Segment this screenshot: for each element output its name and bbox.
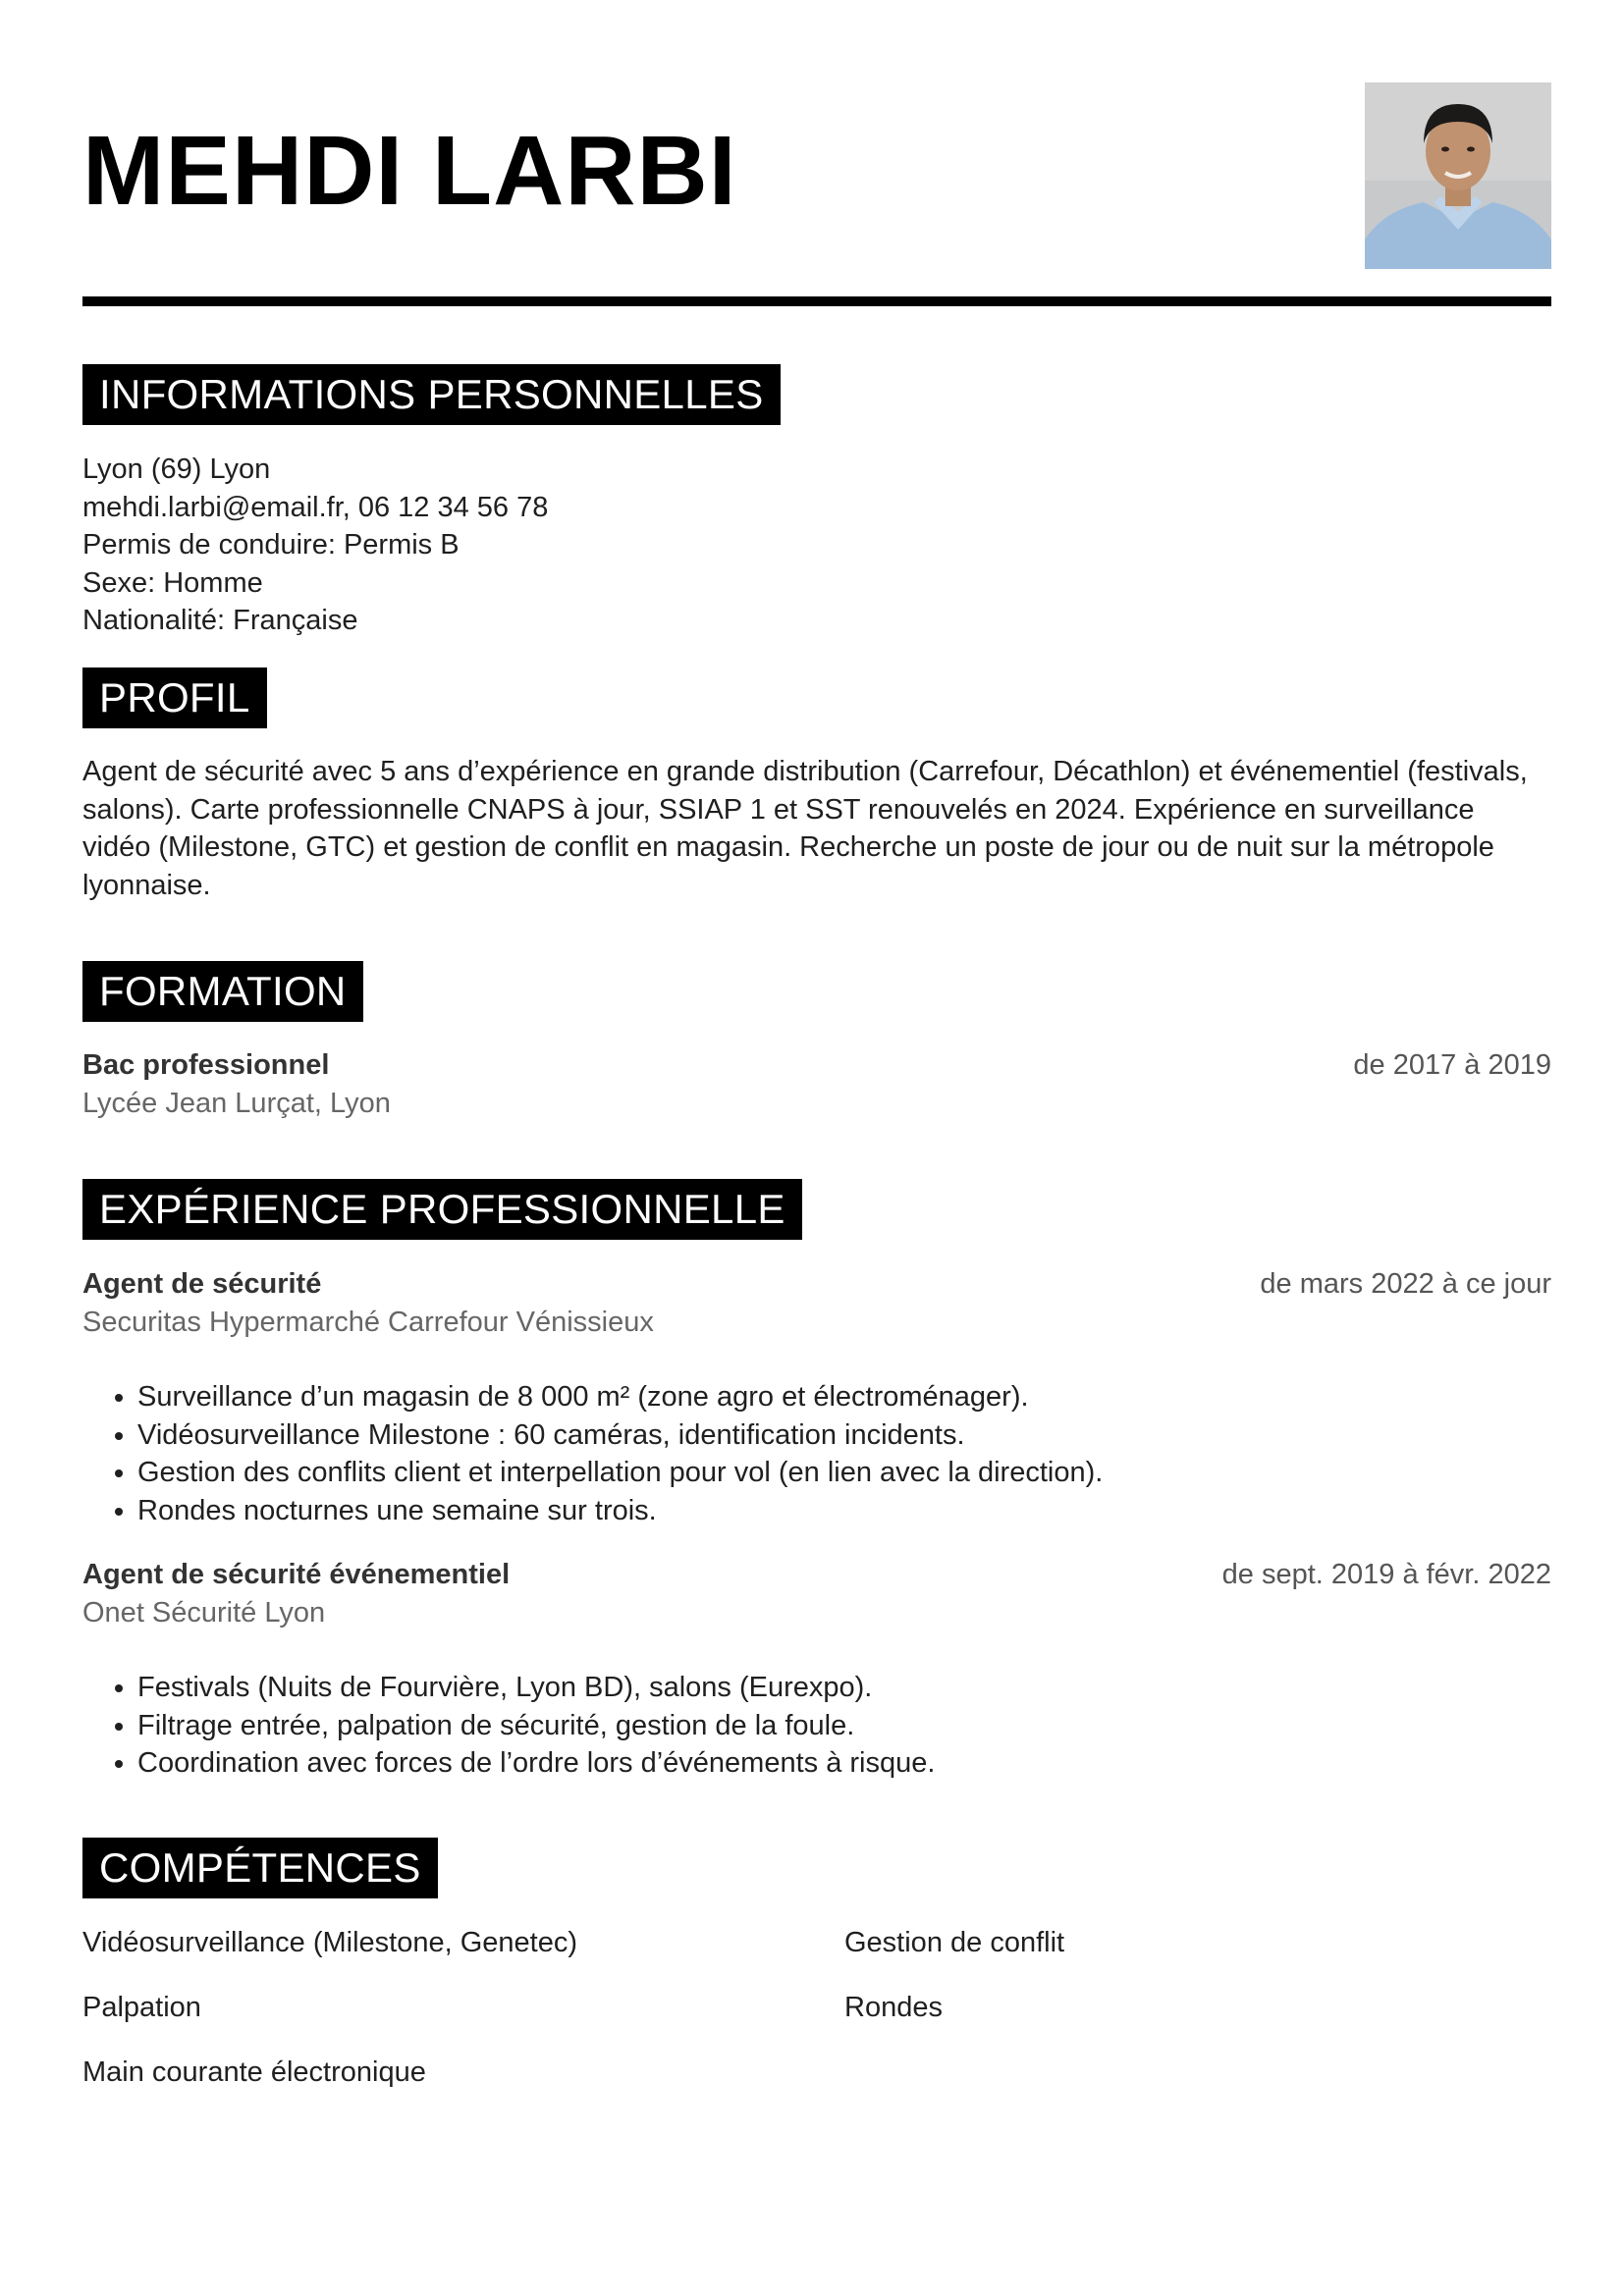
personal-location: Lyon (69) Lyon [82,454,271,485]
job-bullets [82,1378,1606,1529]
personal-info [82,451,1551,640]
job-bullet: • Rondes nocturnes une semaine sur trois. [137,1492,1606,1530]
education-degree: Bac professionnel [82,1049,330,1081]
section-title-personal: INFORMATIONS PERSONNELLES [82,364,781,425]
job-bullets [82,1669,1606,1783]
job-dates: de sept. 2019 à févr. 2022 [1221,1559,1551,1590]
skill-item: Palpation [82,1992,201,2023]
skill-item: Main courante électronique [82,2056,426,2088]
resume-page [82,0,1551,2296]
education-entry [82,1046,1551,1122]
personal-license: Permis de conduire: Permis B [82,529,460,561]
skill-item: Gestion de conflit [844,1927,1065,1958]
profile-text: Agent de sécurité avec 5 ans d’expérience en grande distribution (Carrefour, Décathlon) et événementiel (festivals, salons). Carte professionnelle CNAPS à jour, SSIAP 1 et SST renouvelés en 2024. Expérience en surveillance vidéo (Milestone, GTC) et gestion de conflit en magasin. Recherche un poste de jour ou de nuit sur la métropole lyonnaise. [82,756,1528,901]
education-dates: de 2017 à 2019 [1353,1049,1551,1081]
personal-contact: mehdi.larbi@email.fr, 06 12 34 56 78 [82,491,549,523]
personal-nationality: Nationalité: Française [82,605,358,636]
job-bullet: • Surveillance d’un magasin de 8 000 m² (zone agro et électroménager). [137,1378,1606,1416]
job-title: Agent de sécurité [82,1268,322,1300]
experience-entry [82,1265,1551,1341]
section-title-skills: COMPÉTENCES [82,1838,438,1898]
job-title: Agent de sécurité événementiel [82,1559,511,1590]
job-company: Onet Sécurité Lyon [82,1596,326,1629]
skill-item: Vidéosurveillance (Milestone, Genetec) [82,1927,578,1958]
section-title-profile: PROFIL [82,667,267,728]
candidate-name: MEHDI LARBI [82,116,737,226]
job-bullet: • Festivals (Nuits de Fourvière, Lyon BD), salons (Eurexpo). [137,1669,1606,1707]
portrait-image [1365,82,1551,269]
resume-header [82,82,1551,269]
personal-gender: Sexe: Homme [82,566,263,599]
experience-entry [82,1556,1551,1631]
section-title-experience: EXPÉRIENCE PROFESSIONNELLE [82,1179,802,1240]
job-bullet: • Coordination avec forces de l’ordre lors d’événements à risque. [137,1744,1606,1783]
section-title-education: FORMATION [82,961,363,1022]
profile-photo [1365,82,1551,269]
profile-summary [82,753,1545,904]
job-company: Securitas Hypermarché Carrefour Vénissieux [82,1306,654,1338]
header-divider [82,296,1551,306]
job-bullet: • Filtrage entrée, palpation de sécurité, gestion de la foule. [137,1707,1606,1745]
job-dates: de mars 2022 à ce jour [1260,1268,1551,1300]
job-bullet: • Vidéosurveillance Milestone : 60 caméras, identification incidents. [137,1416,1606,1455]
skill-item: Rondes [844,1992,943,2023]
education-school: Lycée Jean Lurçat, Lyon [82,1087,391,1119]
job-bullet: • Gestion des conflits client et interpellation pour vol (en lien avec la direction). [137,1454,1606,1492]
